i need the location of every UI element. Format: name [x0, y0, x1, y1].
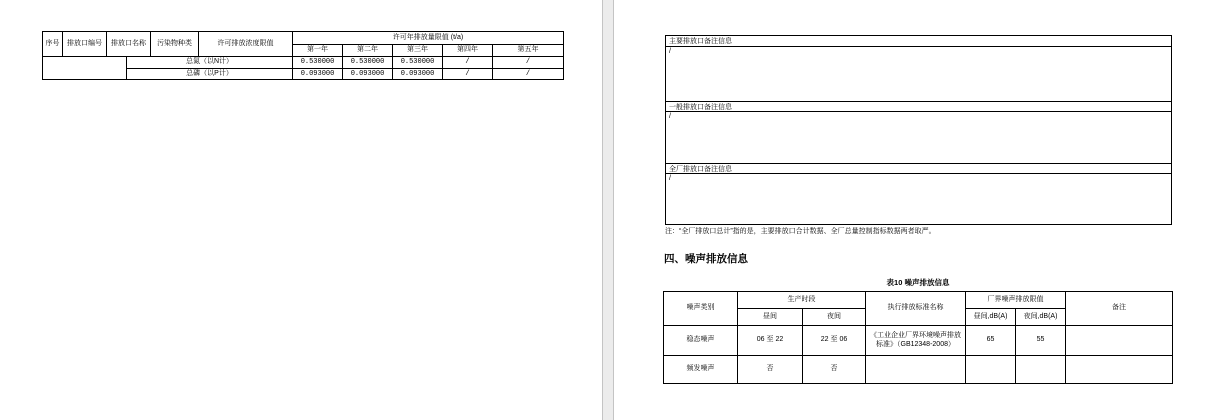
cell-tn-y3: 0.530000 — [393, 57, 443, 69]
header-outlet-name: 排放口名称 — [107, 32, 151, 57]
cell-pollutant-tn: 总氮（以N计） — [127, 57, 293, 69]
noise-header-remark: 备注 — [1066, 292, 1173, 326]
cell-tn-y5: / — [493, 57, 564, 69]
noise-row2-type: 频发噪声 — [664, 356, 738, 384]
noise-table-title: 表10 噪声排放信息 — [886, 278, 950, 287]
noise-row1-day-limit: 65 — [966, 326, 1016, 356]
cell-tn-y2: 0.530000 — [343, 57, 393, 69]
permit-limits-table — [42, 31, 564, 80]
cell-tp-y1: 0.093000 — [293, 69, 343, 80]
cell-tp-y2: 0.093000 — [343, 69, 393, 80]
noise-row2-standard — [866, 356, 966, 384]
header-seq: 序号 — [43, 32, 63, 57]
header-pollutant: 污染物种类 — [151, 32, 199, 57]
remark-body-plant: / — [666, 173, 1171, 224]
noise-header-night-db: 夜间,dB(A) — [1016, 309, 1066, 326]
noise-header-boundary-limit: 厂界噪声排放限值 — [966, 292, 1066, 309]
cell-tp-y3: 0.093000 — [393, 69, 443, 80]
page-divider — [602, 0, 614, 420]
header-annual-limit: 许可年排放量限值 (t/a) — [293, 32, 564, 45]
noise-table — [663, 291, 1173, 384]
remarks-table — [665, 35, 1172, 225]
noise-header-type: 噪声类别 — [664, 292, 738, 326]
noise-row2-night-limit — [1016, 356, 1066, 384]
noise-row1-night-limit: 55 — [1016, 326, 1066, 356]
cell-outlet-empty — [43, 57, 127, 80]
header-year-5: 第五年 — [493, 45, 564, 57]
cell-tn-y1: 0.530000 — [293, 57, 343, 69]
remark-header-main: 主要排放口备注信息 — [669, 38, 732, 45]
header-year-4: 第四年 — [443, 45, 493, 57]
header-year-1: 第一年 — [293, 45, 343, 57]
remark-body-general: / — [666, 111, 1171, 163]
noise-row2-day: 否 — [738, 356, 803, 384]
remark-header-general: 一般排放口备注信息 — [666, 101, 1171, 111]
noise-row2-day-limit — [966, 356, 1016, 384]
noise-row2-night: 否 — [803, 356, 866, 384]
noise-row2-remark — [1066, 356, 1173, 384]
note-text: 注：“全厂排放口总计”指的是，主要排放口合计数据、全厂总量控制指标数据两者取严。 — [665, 228, 936, 235]
noise-header-day: 昼间 — [738, 309, 803, 326]
cell-tp-y5: / — [493, 69, 564, 80]
noise-header-standard: 执行排放标准名称 — [866, 292, 966, 326]
page-left — [0, 0, 602, 420]
cell-pollutant-tp: 总磷（以P计） — [127, 69, 293, 80]
remark-body-main: / — [666, 46, 1171, 101]
noise-row1-standard: 《工业企业厂界环境噪声排放标准》（GB12348-2008） — [866, 326, 966, 356]
cell-tp-y4: / — [443, 69, 493, 80]
noise-header-night: 夜间 — [803, 309, 866, 326]
cell-tn-y4: / — [443, 57, 493, 69]
header-outlet-no: 排放口编号 — [63, 32, 107, 57]
noise-row1-night: 22 至 06 — [803, 326, 866, 356]
header-year-3: 第三年 — [393, 45, 443, 57]
noise-row1-type: 稳态噪声 — [664, 326, 738, 356]
noise-row1-day: 06 至 22 — [738, 326, 803, 356]
header-conc-limit: 许可排放浓度限值 — [199, 32, 293, 57]
noise-row1-remark — [1066, 326, 1173, 356]
noise-header-period: 生产时段 — [738, 292, 866, 309]
remark-header-plant: 全厂排放口备注信息 — [666, 163, 1171, 173]
noise-header-day-db: 昼间,dB(A) — [966, 309, 1016, 326]
header-year-2: 第二年 — [343, 45, 393, 57]
section-heading: 四、噪声排放信息 — [664, 253, 748, 265]
